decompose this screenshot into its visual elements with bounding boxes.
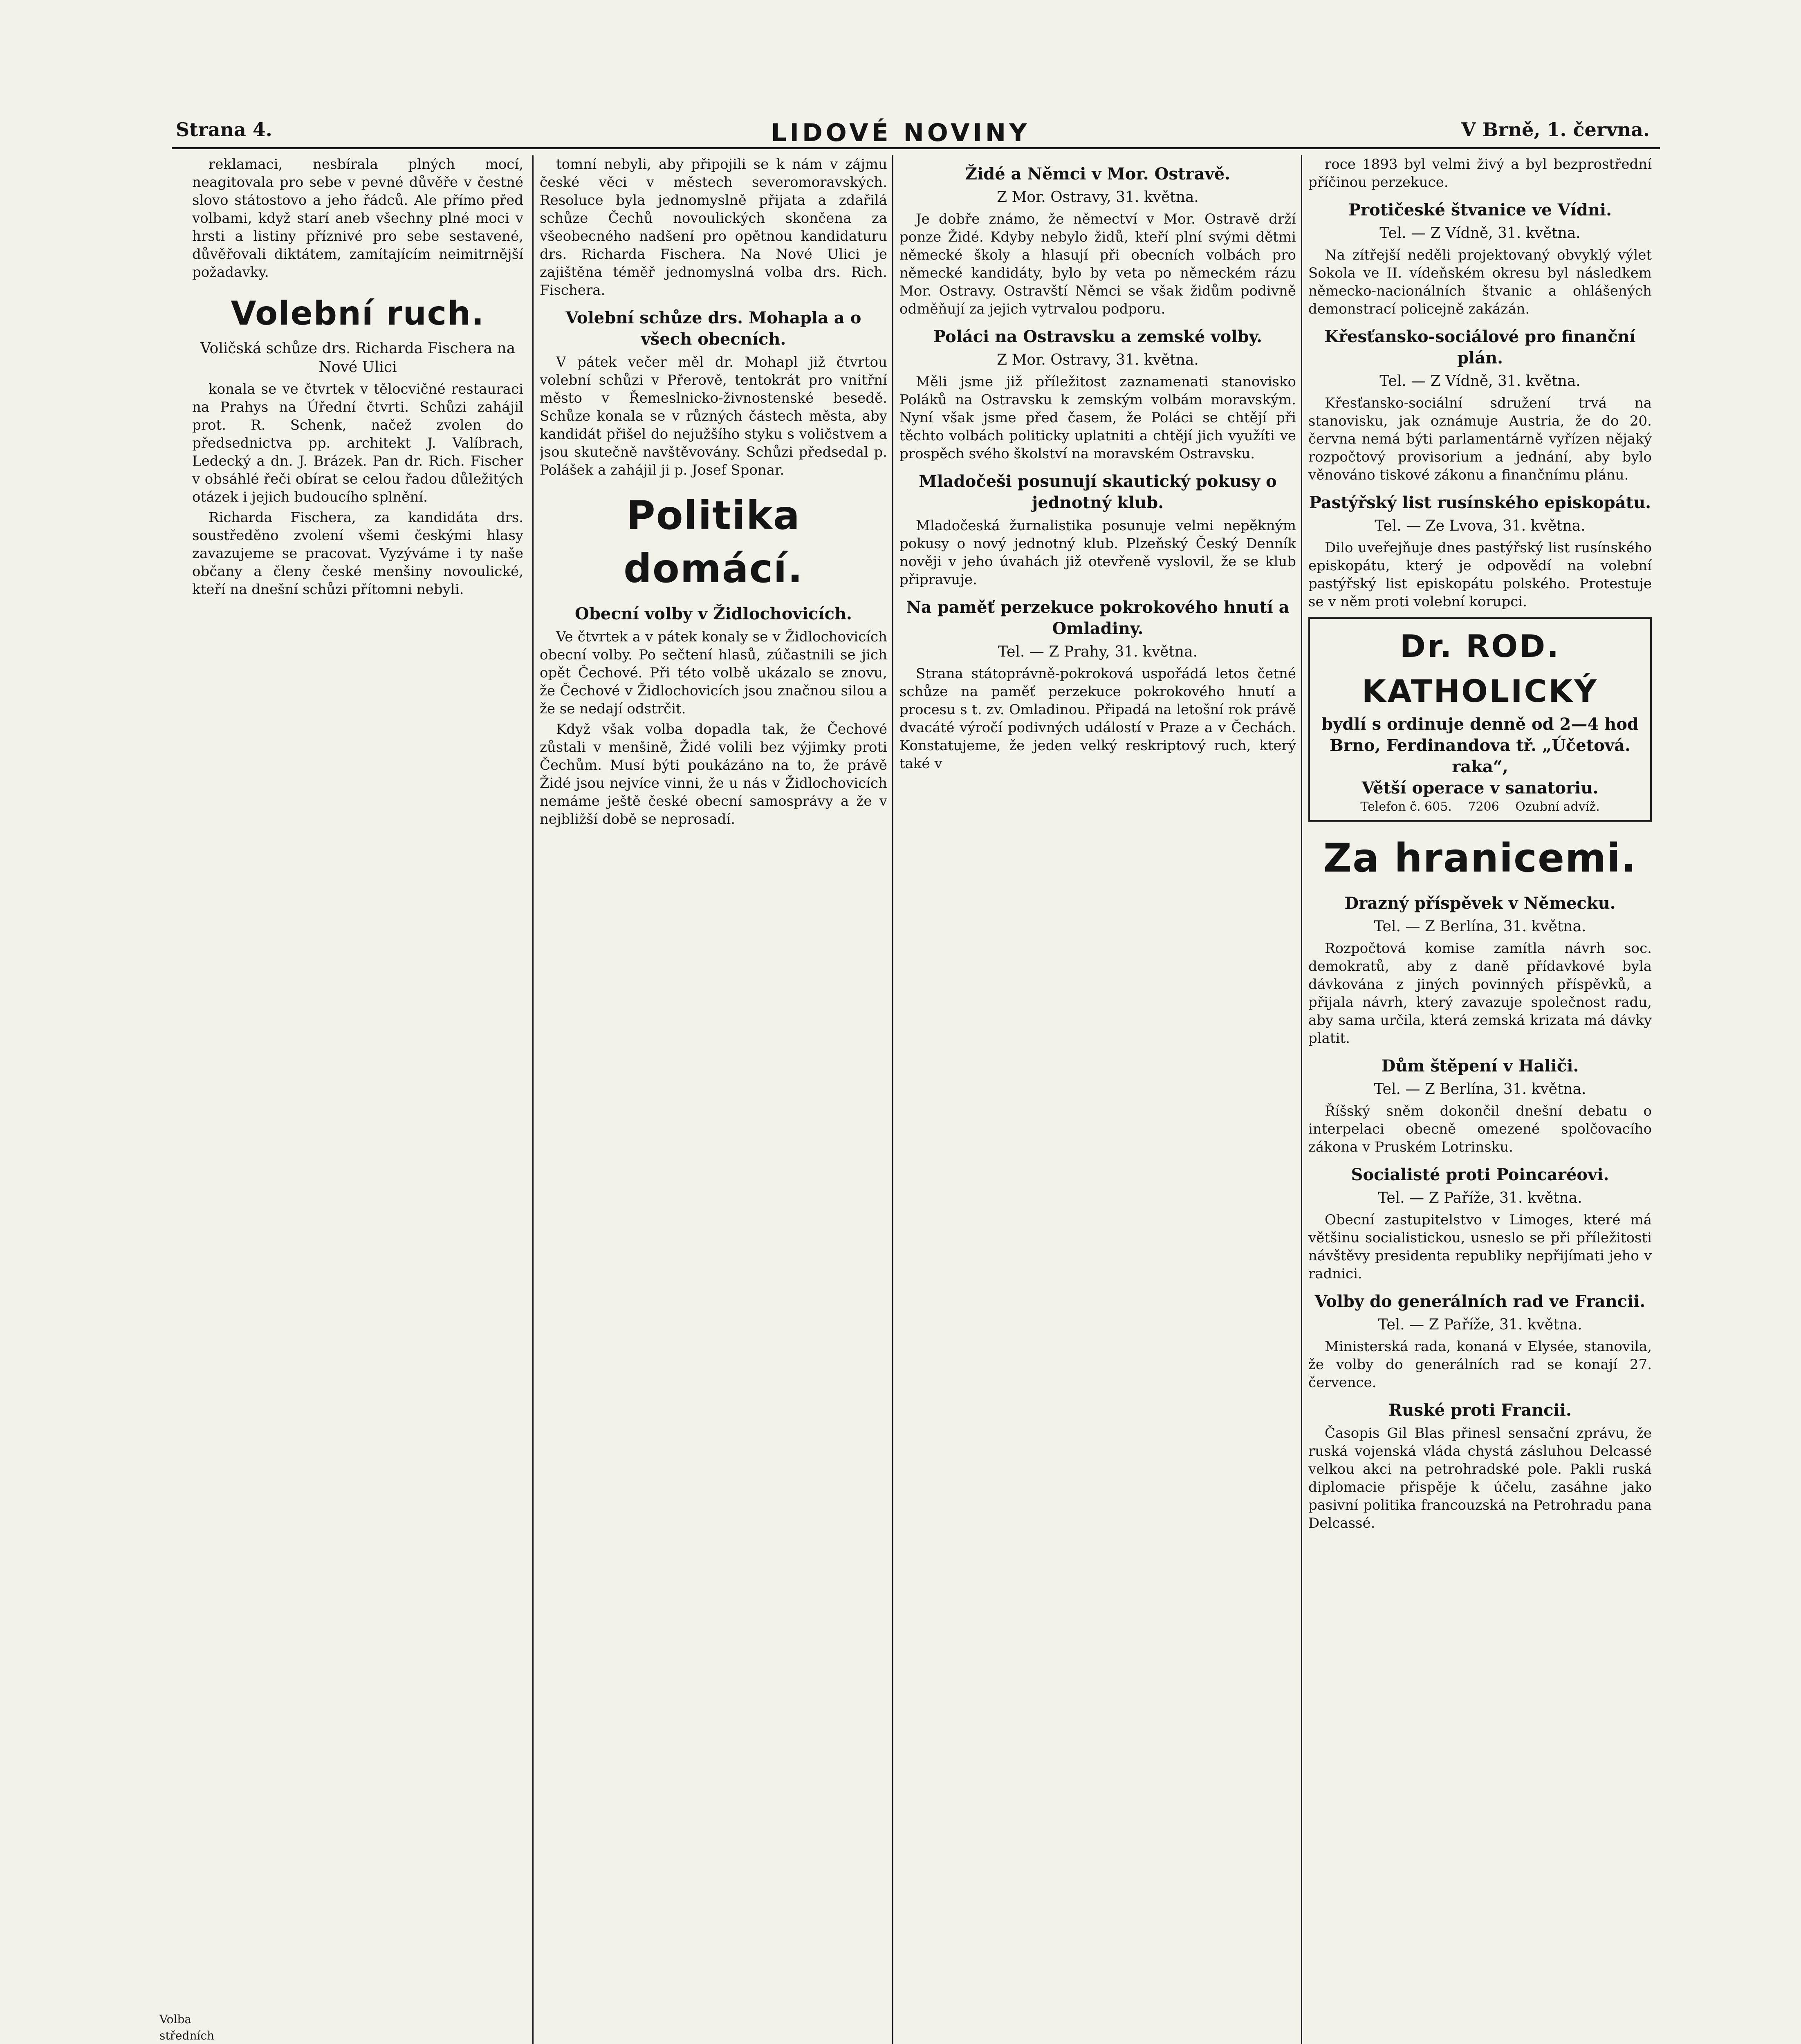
dateline: Tel. — Z Berlína, 31. května.: [1374, 918, 1586, 935]
ad-note: Větší operace v sanatoriu.: [1361, 778, 1599, 798]
dateline: Tel. — Z Paříže, 31. května.: [1378, 1190, 1582, 1206]
article-title: Poláci na Ostravsku a zemské volby.: [933, 327, 1263, 346]
article-text: tomní nebyli, aby připojili se k nám v zájmu české věci v městech severomoravských. Resoluce byla jednomyslně přijata a zdařilá schůze Čechů novoulických skončena za všeobecného nadšení pro opětnou kandidaturu drs. Richarda Fischera. Na Nové Ulici je zajištěna téměř jednomyslná volba drs. Rich. Fischera.: [540, 156, 887, 298]
column-rule-2: [892, 155, 893, 2044]
article-title: Volby do generálních rad ve Francii.: [1314, 1292, 1646, 1311]
article-title: Volební schůze drs. Mohapla a o všech obecních.: [565, 308, 861, 349]
masthead-rule: [172, 147, 1660, 149]
ad-footer-text: Ozubní advíž.: [1515, 800, 1600, 814]
column-rule-1: [532, 155, 534, 2044]
article-title: Drazný příspěvek v Německu.: [1344, 894, 1616, 913]
page-number: Strana 4.: [176, 119, 272, 141]
article-title: Pastýřský list rusínského episkopátu.: [1309, 493, 1651, 512]
ad-hours: bydlí s ordinuje denně od 2—4 hod: [1321, 715, 1639, 734]
article-text: Richarda Fischera, za kandidáta drs. soustředěno zvolení všemi českými hlasy zavazujeme se pracovat. Vyzýváme i ty naše občany a členy české menšiny novoulické, kteří na dnešní schůzi přítomni nebyli.: [192, 509, 523, 598]
article-text: konala se ve čtvrtek v tělocvičné restauraci na Prahys na Úřední čtvrti. Schůzi zahájil prot. R. Schenk, načež zvolen do předsednictva pp. architekt J. Valíbrach, Ledecký a dn. J. Brázek. Pan dr. Rich. Fischer v obsáhlé řeči obírat se celou řadou důležitých otázek i jejich budoucího splnění.: [192, 381, 523, 505]
column-4: [1308, 155, 1652, 2044]
article-title: Obecní volby v Židlochovicích.: [575, 604, 852, 623]
article-title: Na paměť perzekuce pokrokového hnutí a Omladiny.: [906, 598, 1290, 638]
article-text: Dilo uveřejňuje dnes pastýřský list rusínského episkopátu, který je odpovědí na volební pastýřský list episkopátu polského. Protestuje se v něm proti volební korupci.: [1308, 540, 1652, 610]
column-2: [540, 155, 887, 2044]
column-3: [899, 155, 1296, 2044]
article-title: Dům štěpení v Haliči.: [1381, 1056, 1579, 1076]
article-text: Křesťansko-sociální sdružení trvá na stanovisku, jak oznámuje Austria, že do 20. června nemá býti parlamentárně vyřízen nějaký rozpočtový provisorium a jednání, aby bylo věnováno tiskové zákonu a finančnímu plánu.: [1308, 395, 1652, 483]
dateline: Tel. — Z Vídně, 31. května.: [1379, 225, 1581, 242]
article-title: Mladočeši posunují skautický pokusy o jednotný klub.: [919, 472, 1277, 512]
article-text: Obecní zastupitelstvo v Limoges, které má většinu socialistickou, usneslo se při příležitosti návštěvy presidenta republiky nepřijímati jeho v radnici.: [1308, 1212, 1652, 1282]
ad-footer: [1310, 799, 1650, 815]
dateline: Tel. — Ze Lvova, 31. května.: [1375, 518, 1586, 534]
article-subheading: Voličská schůze drs. Richarda Fischera na Nové Ulici: [200, 340, 516, 376]
section-heading: Za hranicemi.: [1323, 835, 1637, 881]
article-title: Křesťansko-sociálové pro finanční plán.: [1324, 327, 1636, 368]
dateline: Tel. — Z Prahy, 31. května.: [998, 643, 1198, 660]
article-title: Protičeské štvanice ve Vídni.: [1348, 200, 1612, 220]
margin-note: Volba středních: [159, 2013, 215, 2042]
ad-code: 7206: [1468, 800, 1499, 814]
dateline: Z Mor. Ostravy, 31. května.: [997, 352, 1199, 368]
dateline: Tel. — Z Berlína, 31. května.: [1374, 1081, 1586, 1098]
dateline: Tel. — Z Paříže, 31. května.: [1378, 1316, 1582, 1333]
dateline: Tel. — Z Vídně, 31. května.: [1379, 373, 1581, 390]
article-text: Ministerská rada, konaná v Elysée, stanovila, že volby do generálních rad se konají 27. července.: [1308, 1338, 1652, 1391]
article-text: Když však volba dopadla tak, že Čechové zůstali v menšině, Židé volili bez výjimky proti Čechům. Musí býti poukázáno na to, že právě Židé jsou nejvíce vinni, že u nás v Židlochovicích nemáme ještě české obecní samosprávy a že v nejbližší době se neprosadí.: [540, 721, 887, 827]
ad-name: Dr. ROD. KATHOLICKÝ: [1361, 628, 1599, 709]
column-rule-3: [1301, 155, 1302, 2044]
article-text: Rozpočtová komise zamítla návrh soc. demokratů, aby z daně přídavkové byla dávkována z jiných povinných příspěvků, a přijala návrh, který zavazuje společnost radu, aby sama určila, která zemská krizata má dávky platit.: [1308, 940, 1652, 1047]
article-text: Ve čtvrtek a v pátek konaly se v Židlochovicích obecní volby. Po sečtení hlasů, zúčastnili se jich opět Čechové. Při této volbě ukázalo se znovu, že Čechové v Židlochovicích jsou značnou silou a že se nedají odstrčit.: [540, 629, 887, 717]
article-text: Měli jsme již příležitost zaznamenati stanovisko Poláků na Ostravsku k zemským volbám moravským. Nyní však jsme před časem, že Poláci se chtějí při těchto volbách politicky uplatniti a chtějí jich využíti ve prospěch svého školství na moravském Ostravsku.: [899, 374, 1296, 462]
article-text: roce 1893 byl velmi živý a byl bezprostřední příčinou perzekuce.: [1308, 156, 1652, 191]
article-text: Na zítřejší neděli projektovaný obvyklý výlet Sokola ve II. vídeňském okresu byl následkem německo-nacionálních štvanic a ohlášených demonstrací policejně zakázán.: [1308, 247, 1652, 317]
article-text: Strana státoprávně-pokroková uspořádá letos četné schůze na paměť perzekuce pokrokového hnutí a procesu s t. zv. Omladinou. Připadá na letošní rok právě dvacáté výročí podivných událostí v Praze a v Čechách. Konstatujeme, že jeden velký reskriptový ruch, který také v: [899, 666, 1296, 772]
ad-phone: Telefon č. 605.: [1360, 800, 1452, 814]
article-title: Ruské proti Francii.: [1388, 1401, 1572, 1420]
dateline: Z Mor. Ostravy, 31. května.: [997, 189, 1199, 206]
issue-date: V Brně, 1. června.: [1461, 119, 1650, 141]
article-title: Socialisté proti Poincaréovi.: [1351, 1165, 1609, 1184]
column-1: [192, 155, 523, 2044]
advertisement: [1308, 617, 1652, 822]
section-heading: Volební ruch.: [231, 294, 485, 332]
ad-address: Brno, Ferdinandova tř. „Účetová. raka“,: [1330, 736, 1631, 776]
newspaper-title: LIDOVÉ NOVINY: [771, 119, 1030, 147]
article-text: V pátek večer měl dr. Mohapl již čtvrtou volební schůzi v Přerově, tentokrát pro vnitřní město v Řemeslnicko-živnostenské besedě. Schůze konala se v různých částech města, aby kandidát přišel do nejužšího styku s voličstvem a jsou skutečně navštěvovány. Schůzi předsedal p. Polášek a zahájil ji p. Josef Sponar.: [540, 354, 887, 478]
section-heading: Politika domácí.: [624, 493, 803, 592]
article-text: Časopis Gil Blas přinesl sensační zprávu, že ruská vojenská vláda chystá zásluhou Delcassé velkou akci na petrohradské pole. Pakli ruská diplomacie přispěje k účelu, zasáhne jako pasivní politika francouzská na Petrohradu pana Delcassé.: [1308, 1425, 1652, 1531]
article-text: Je dobře známo, že němectví v Mor. Ostravě drží ponze Židé. Kdyby nebylo židů, kteří plní svými dětmi německé školy a hlasují při obecních volbách pro německé kandidáty, bylo by veta po německém rázu Mor. Ostravy. Ostravští Němci se však židům podivně odměňují za jejich vytrvalou podporu.: [899, 211, 1296, 317]
article-text: reklamaci, nesbírala plných mocí, neagitovala pro sebe v pevné důvěře v čestné slovo státostovo a jeho řádců. Ale přímo před volbami, když starí aneb všechny plné moci v hrsti a listiny příznivé pro sebe sestavené, důvěřovali diktátem, zamítajícím neimitrnější požadavky.: [192, 156, 523, 280]
article-text: Mladočeská žurnalistika posunuje velmi nepěkným pokusy o nový jednotný klub. Plzeňský Český Denník nověji v jeho úvahách již otevřeně vyslovil, že se klub připravuje.: [899, 518, 1296, 588]
article-text: Říšský sněm dokončil dnešní debatu o interpelaci obecně omezené spolčovacího zákona v Pruském Lotrinsku.: [1308, 1103, 1652, 1155]
article-title: Židé a Němci v Mor. Ostravě.: [965, 164, 1231, 184]
